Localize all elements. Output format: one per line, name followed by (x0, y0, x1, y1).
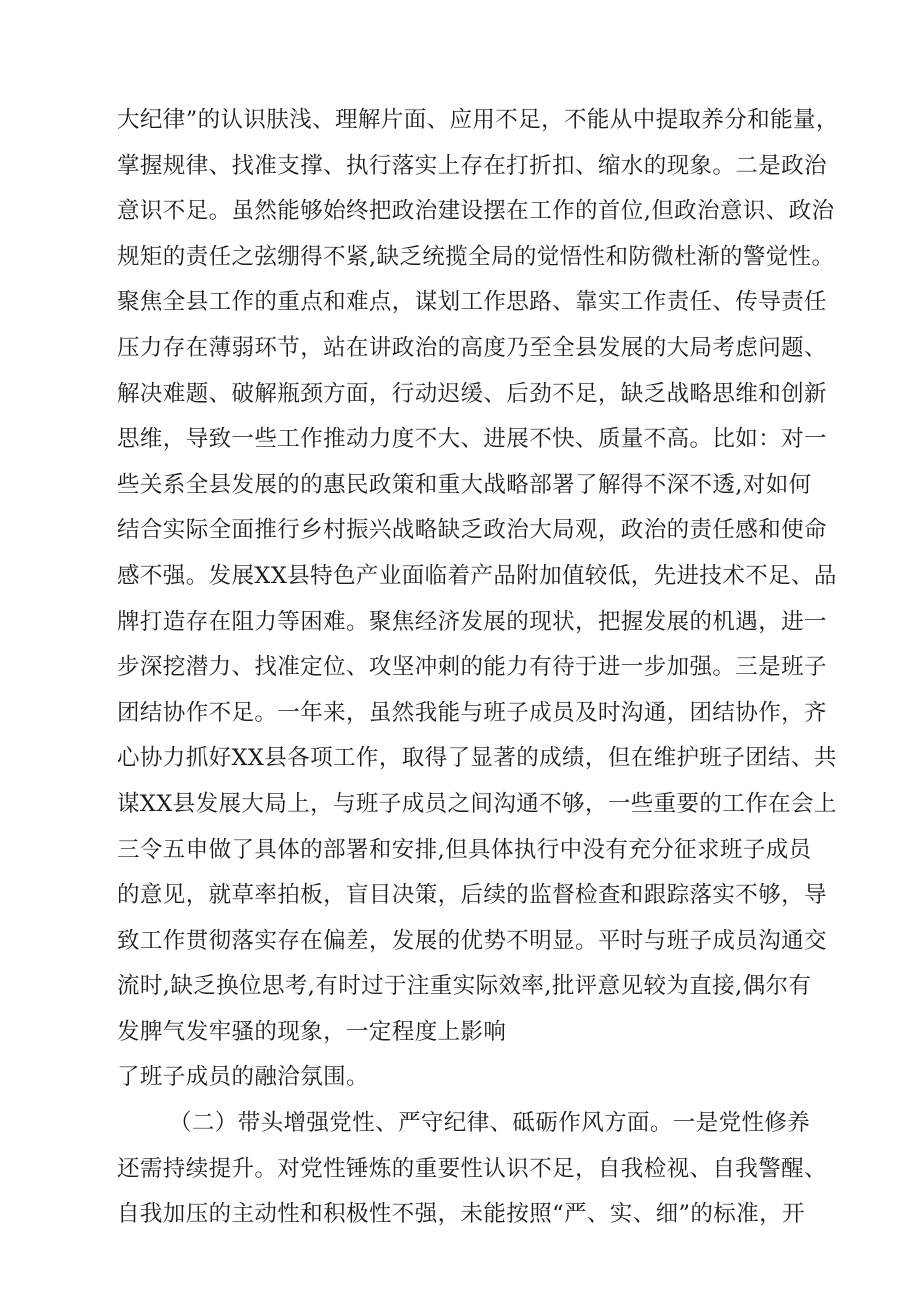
text-line: 大纪律”的认识肤浅、理解片面、应用不足，不能从中提取养分和能量， (117, 107, 839, 133)
text-line: 聚焦全县工作的重点和难点，谋划工作思路、靠实工作责任、传导责任 (117, 289, 827, 316)
text-line: 结合实际全面推行乡村振兴战略缺乏政治大局观，政治的责任感和使命 (117, 517, 827, 544)
text-line: 团结协作不足。一年来，虽然我能与班子成员及时沟通，团结协作，齐 (117, 699, 827, 726)
text-line: 谋XX县发展大局上，与班子成员之间沟通不够，一些重要的工作在会上 (117, 790, 837, 817)
text-line: 意识不足。虽然能够始终把政治建设摆在工作的首位,但政治意识、政治 (117, 198, 835, 225)
text-line: 致工作贯彻落实存在偏差，发展的优势不明显。平时与班子成员沟通交 (117, 927, 827, 954)
text-line: 些关系全县发展的的惠民政策和重大战略部署了解得不深不透,对如何 (117, 471, 812, 498)
text-line: 自我加压的主动性和积极性不强，未能按照“严、实、细”的标准，开 (117, 1201, 805, 1228)
text-line: 规矩的责任之弦绷得不紧,缺乏统揽全局的觉悟性和防微杜渐的警觉性。 (117, 243, 835, 270)
text-line: 三令五申做了具体的部署和安排,但具体执行中没有充分征求班子成员 (117, 836, 812, 863)
text-line: 压力存在薄弱环节，站在讲政治的高度乃至全县发展的大局考虑问题、 (117, 334, 827, 361)
text-line: 步深挖潜力、找准定位、攻坚冲刺的能力有待于进一步加强。三是班子 (117, 654, 827, 681)
text-line: 心协力抓好XX县各项工作，取得了显著的成绩，但在维护班子团结、共 (117, 745, 837, 772)
text-line: 了班子成员的融洽氛围。 (117, 1064, 369, 1091)
text-line: 牌打造存在阻力等困难。聚焦经济发展的现状，把握发展的机遇，进一 (117, 608, 827, 635)
text-line: 思维，导致一些工作推动力度不大、进展不快、质量不高。比如：对一 (117, 426, 827, 453)
text-line: 解决难题、破解瓶颈方面，行动迟缓、后劲不足，缺乏战略思维和创新 (117, 380, 827, 407)
body-text (117, 98, 837, 1238)
section-heading-line: （二）带头增强党性、严守纪律、砥砺作风方面。一是党性修养 (169, 1110, 811, 1137)
text-line: 流时,缺乏换位思考,有时过于注重实际效率,批评意见较为直接,偶尔有 (117, 973, 812, 1000)
text-line: 掌握规律、找准支撑、执行落实上存在打折扣、缩水的现象。二是政治 (117, 152, 827, 179)
text-line: 感不强。发展XX县特色产业面临着产品附加值较低，先进技术不足、品 (117, 562, 837, 589)
text-line: 还需持续提升。对党性锤炼的重要性认识不足，自我检视、自我警醒、 (117, 1155, 827, 1182)
text-line: 发脾气发牢骚的现象，一定程度上影响 (117, 1018, 507, 1045)
text-line: 的意见，就草率拍板，盲目决策，后续的监督检查和跟踪落实不够，导 (117, 882, 827, 909)
